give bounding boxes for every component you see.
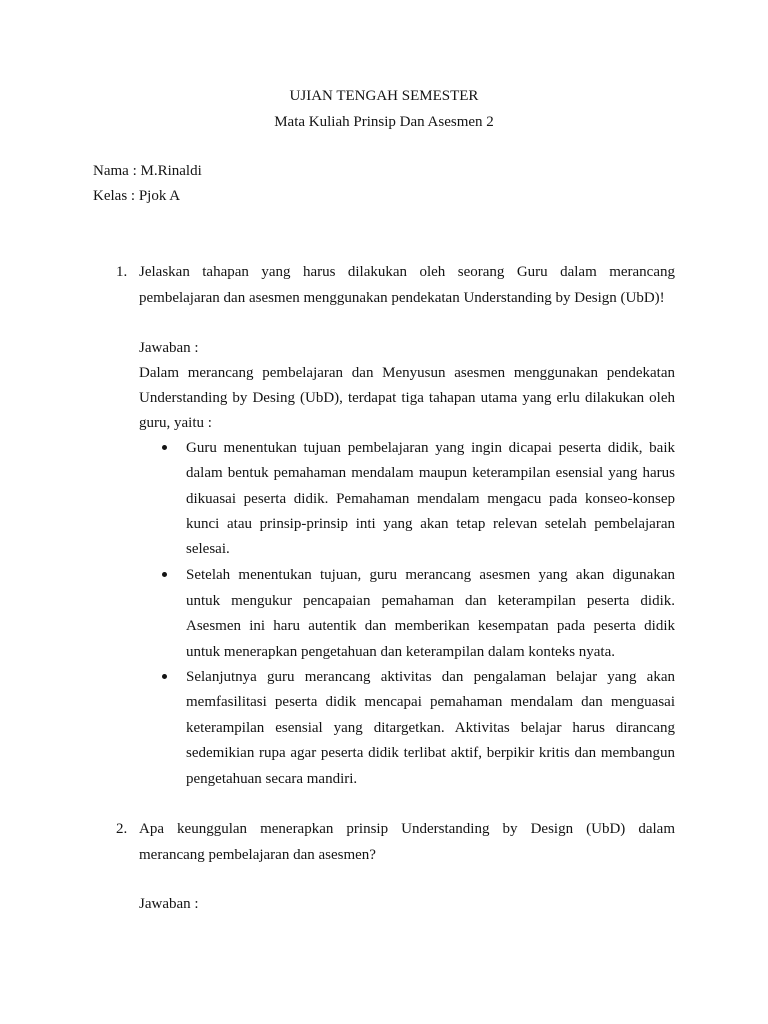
exam-title: UJIAN TENGAH SEMESTER (289, 88, 479, 104)
bullet-2-line-2: untuk mengukur pencapaian pemahaman dan keterampilan peserta didik. (186, 593, 675, 609)
student-name: Nama : M.Rinaldi (93, 163, 202, 179)
question-1-number: 1. (116, 264, 128, 280)
question-2-answer-label: Jawaban : (139, 896, 199, 912)
question-2-line-1: Apa keunggulan menerapkan prinsip Understanding by Design (UbD) dalam (139, 821, 675, 837)
question-1-line-1: Jelaskan tahapan yang harus dilakukan oleh seorang Guru dalam merancang (139, 264, 675, 280)
bullet-1-line-1: Guru menentukan tujuan pembelajaran yang ingin dicapai peserta didik, baik (186, 440, 675, 456)
question-1-line-2: pembelajaran dan asesmen menggunakan pendekatan Understanding by Design (UbD)! (139, 290, 665, 306)
bullet-1-line-3: dikuasai peserta didik. Pemahaman mendalam mengacu pada konseo-konsep (186, 491, 675, 507)
bullet-3-line-5: pengetahuan secara mandiri. (186, 771, 358, 787)
student-class: Kelas : Pjok A (93, 188, 181, 204)
answer-1-intro-line-3: guru, yaitu : (139, 415, 212, 431)
bullet-2-line-3: Asesmen ini haru autentik dan memberikan kesempatan pada peserta didik (186, 618, 675, 634)
answer-1-intro-line-1: Dalam merancang pembelajaran dan Menyusun asesmen menggunakan pendekatan (139, 365, 675, 381)
bullet-3-line-1: Selanjutnya guru merancang aktivitas dan pengalaman belajar yang akan (186, 669, 675, 685)
bullet-3-line-3: keterampilan esensial yang ditargetkan. Aktivitas belajar harus dirancang (186, 720, 675, 736)
question-2-number: 2. (116, 821, 128, 837)
bullet-2-line-1: Setelah menentukan tujuan, guru merancang asesmen yang akan digunakan (186, 567, 675, 583)
bullet-icon (162, 572, 167, 577)
bullet-1-line-2: dalam bentuk pemahaman mendalam maupun keterampilan esensial yang harus (186, 465, 675, 481)
bullet-icon (162, 674, 167, 679)
course-subtitle: Mata Kuliah Prinsip Dan Asesmen 2 (274, 114, 494, 130)
bullet-1-line-4: kunci atau prinsip-prinsip inti yang akan tetap relevan setelah pembelajaran (186, 516, 675, 532)
answer-1-intro-line-2: Understanding by Desing (UbD), terdapat tiga tahapan utama yang erlu dilakukan oleh (139, 390, 675, 406)
question-2-line-2: merancang pembelajaran dan asesmen? (139, 847, 376, 863)
bullet-icon (162, 445, 167, 450)
bullet-3-line-2: memfasilitasi peserta didik mencapai pemahaman mendalam dan menguasai (186, 694, 675, 710)
question-1-answer-label: Jawaban : (139, 340, 199, 356)
bullet-3-line-4: sedemikian rupa agar peserta didik terlibat aktif, berpikir kritis dan membangun (186, 745, 675, 761)
bullet-1-line-5: selesai. (186, 541, 230, 557)
bullet-2-line-4: untuk menerapkan pengetahuan dan keterampilan dalam konteks nyata. (186, 644, 616, 660)
